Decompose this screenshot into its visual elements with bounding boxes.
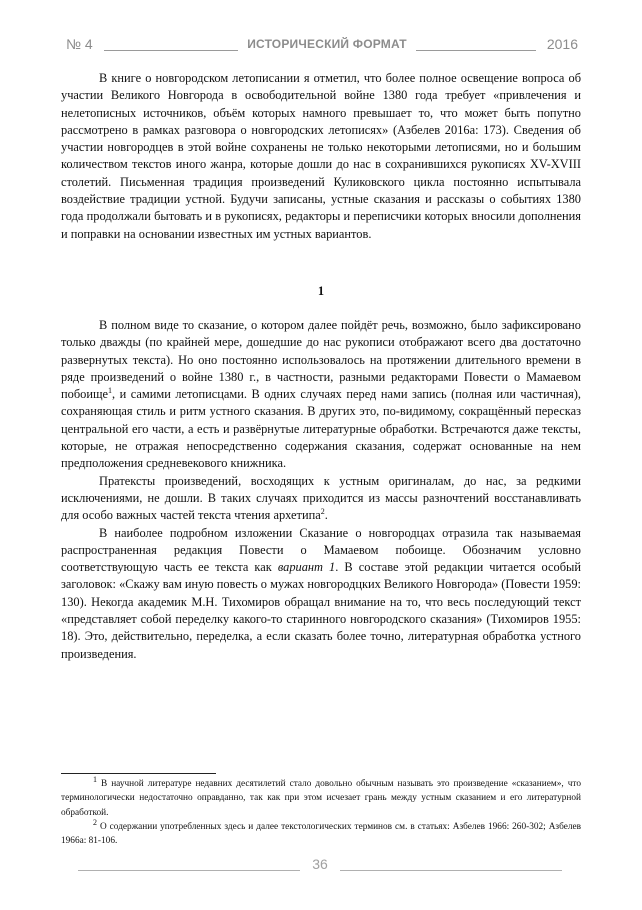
paragraph-text: . — [324, 508, 328, 523]
footnote-marker: 1 — [93, 774, 97, 784]
footer-rule-right — [340, 870, 562, 871]
header-rule-right — [416, 50, 536, 51]
footer-rule-left — [78, 870, 300, 871]
footnote-ref-2[interactable]: 2 — [320, 507, 325, 517]
page-footer — [78, 856, 562, 876]
intro-section — [61, 70, 581, 243]
main-body — [61, 317, 581, 663]
body-paragraph-2 — [61, 473, 581, 525]
paragraph-text: В полном виде то сказание, о котором далее пойдёт речь, возможно, было зафиксировано только дважды (по крайней мере, дошедшие до нас рукописи отображают всего два достаточно развернутых текста). Но оно постоянно использовалось на протяжении длительного времени в ряде произведений о войне 1380 г., в частности, разными редакторами Повести о Мамаевом побоище — [61, 318, 581, 402]
footnote-ref-1[interactable]: 1 — [108, 386, 112, 396]
footnote-text: В научной литературе недавних десятилетий стало довольно обычным называть это произведение «сказанием», что терминологически недостаточно оправданно, так как при этом исчезает грань между устным сказанием и его литературной обработкой. — [61, 779, 581, 818]
body-paragraph-3 — [61, 525, 581, 663]
intro-paragraph: В книге о новгородском летописании я отметил, что более полное освещение вопроса об участии Великого Новгорода в освободительной войне 1380 года требует «привлечения и нелетописных источников, объём которых намного превышает то, что может быть попутно рассмотрено в рамках разговора о новгородских летописях» (Азбелев 2016а: 173). Сведения об участии новгородцев в этой войне сохранены не только некоторыми летописями, но и большим количеством текстов иного жанра, которые дошли до нас в сохранившихся рукописях XV-XVIII столетий. Письменная традиция произведений Куликовского цикла постоянно испытывала воздействие традиции устной. Будучи записаны, устные сказания и рассказы о событиях 1380 года продолжали бытовать и в рукописях, редакторы и переписчики которых вносили дополнения и поправки на основании известных им устных вариантов. — [61, 71, 581, 241]
paragraph-text: Пратексты произведений, восходящих к устным оригиналам, до нас, за редкими исключениями, не дошли. В таких случаях приходится из массы разночтений восстанавливать для особо важных частей текста чтения архетипа — [61, 473, 581, 523]
running-header — [66, 36, 578, 56]
page-number: 36 — [312, 856, 328, 872]
issue-number: № 4 — [66, 36, 93, 52]
footnote-marker: 2 — [93, 817, 97, 827]
paragraph-text: , и самими летописцами. В одних случаях перед нами запись (полная или частичная), сохраняющая стиль и ритм устного сказания. В других это, по-видимому, сокращённый пересказ центральной его части, а есть и развёрнутые литературные обработки. Встречаются даже тексты, которые, не отражая непосредственно содержания сказания, содержат основанные на нем предположения средневекового книжника. — [61, 387, 581, 471]
journal-title: ИСТОРИЧЕСКИЙ ФОРМАТ — [247, 37, 407, 51]
variant-label: вариант 1 — [277, 560, 336, 575]
footnote-separator — [61, 773, 216, 774]
body-paragraph-1 — [61, 317, 581, 473]
footnotes — [61, 774, 581, 848]
footnote-text: О содержании употребленных здесь и далее текстологических терминов см. в статьях: Азбелев 1966: 260-302; Азбелев 1966а: 81-106. — [61, 821, 581, 847]
paragraph-text: . В составе этой редакции читается особый заголовок: «Скажу вам иную повесть о мужах новгородцких Великого Новгорода» (Повести 1959: 130). Некогда академик М.Н. Тихомиров обращал внимание на то, что весь последующий текст «представляет собой переделку какого-то старинного новгородского сказания» (Тихомиров 1955: 18). Это, действительно, переделка, а если сказать более точно, литературная обработка устного произведения. — [61, 560, 582, 661]
issue-year: 2016 — [546, 36, 578, 52]
section-heading: 1 — [317, 284, 325, 298]
footnote-1 — [61, 774, 581, 820]
header-rule-left — [104, 50, 238, 51]
footnote-2 — [61, 817, 581, 849]
paragraph-text: В наиболее подробном изложении Сказание о новгородцах отразила так называемая распространенная редакция Повести о Мамаевом побоище. Обозначим условно соответствующую часть ее текста как — [61, 525, 581, 575]
